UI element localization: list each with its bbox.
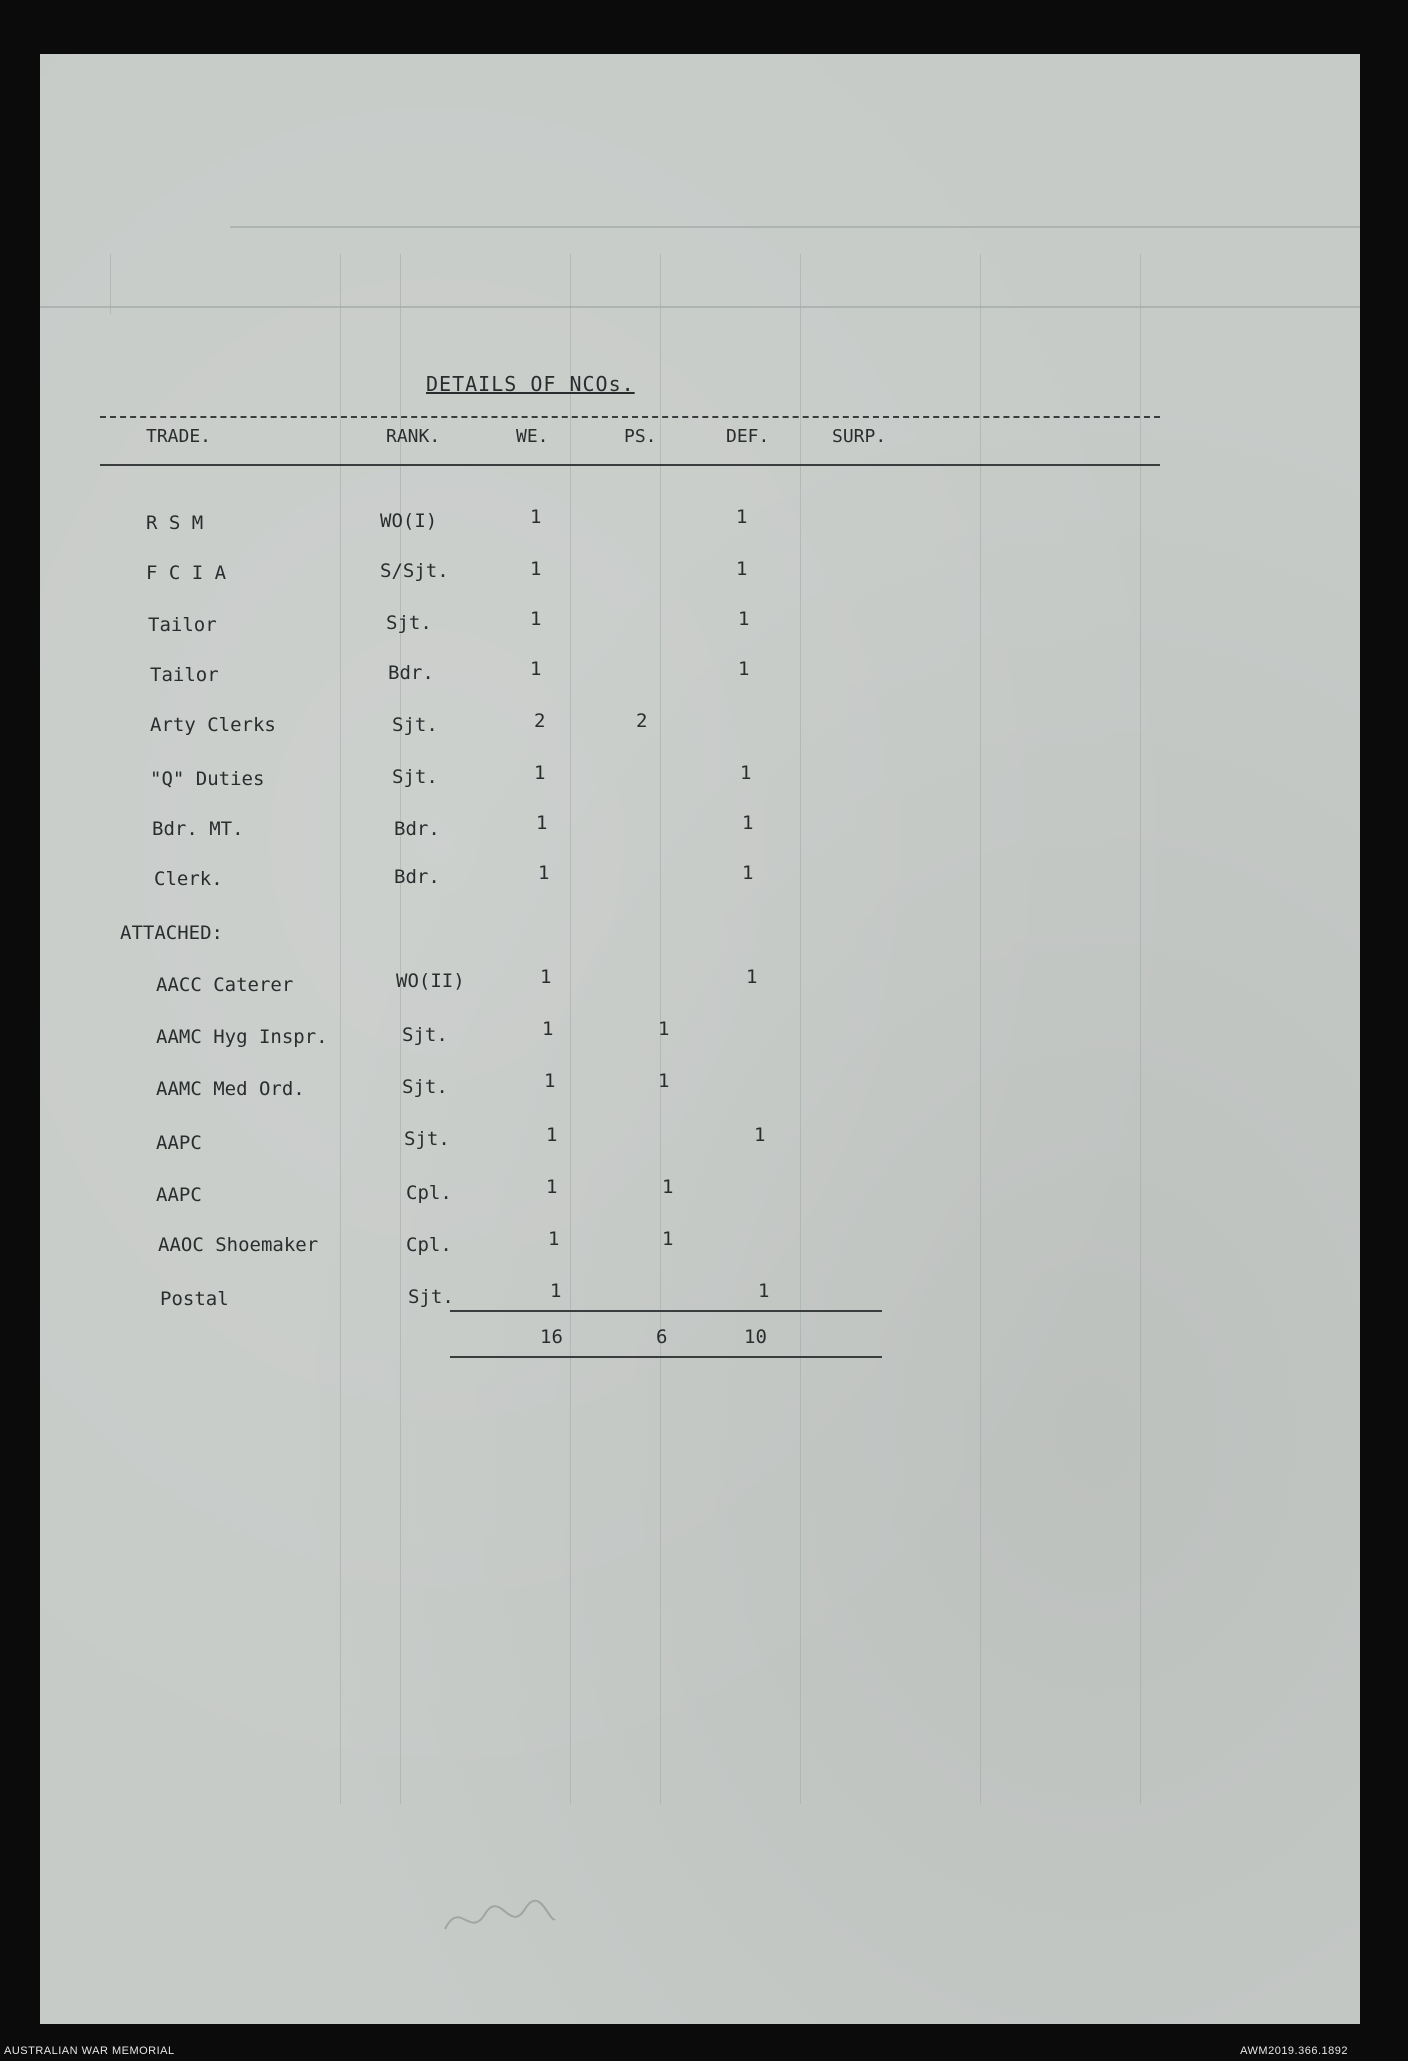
row-rank: Bdr. [394,818,440,840]
attached-row-trade: AAPC [156,1132,202,1154]
attached-row-ps: 1 [658,1018,670,1040]
row-def: 1 [736,506,748,528]
row-rank: S/Sjt. [380,560,449,582]
show-through-rule [230,226,1360,228]
row-trade: Tailor [150,664,219,686]
row-trade: Bdr. MT. [152,818,244,840]
attached-row-ps: 1 [658,1070,670,1092]
subtotal-rule [450,1310,882,1312]
show-through-column [570,254,571,1804]
row-trade: Clerk. [154,868,223,890]
row-we: 1 [530,608,542,630]
row-rank: Sjt. [392,714,438,736]
attached-row-rank: Cpl. [406,1182,452,1204]
row-we: 2 [534,710,546,732]
attached-row-we: 1 [544,1070,556,1092]
header-surp: SURP. [832,426,887,447]
row-trade: F C I A [146,562,227,584]
attached-row-def: 1 [758,1280,770,1302]
row-def: 1 [742,812,754,834]
header-rank: RANK. [386,426,441,447]
show-through-column [980,254,981,1804]
row-trade: R S M [146,512,204,534]
total-we: 16 [540,1326,563,1348]
attached-row-trade: AAMC Hyg Inspr. [156,1026,328,1048]
row-def: 1 [738,608,750,630]
row-def: 1 [738,658,750,680]
row-rank: Bdr. [388,662,434,684]
attached-row-rank: Sjt. [408,1286,454,1308]
attached-row-rank: Sjt. [402,1076,448,1098]
show-through-column [400,254,401,1804]
show-through-column [800,254,801,1804]
show-through-column [1140,254,1141,1804]
attached-row-trade: AACC Caterer [156,974,294,996]
attached-row-we: 1 [548,1228,560,1250]
attached-row-trade: AAPC [156,1184,202,1206]
row-def: 1 [742,862,754,884]
footer-source: AUSTRALIAN WAR MEMORIAL [4,2045,175,2057]
row-def: 1 [736,558,748,580]
attached-row-def: 1 [754,1124,766,1146]
attached-row-rank: Sjt. [402,1024,448,1046]
row-we: 1 [530,506,542,528]
attached-row-def: 1 [746,966,758,988]
header-ps: PS. [624,426,657,447]
row-rank: Sjt. [392,766,438,788]
row-we: 1 [530,558,542,580]
row-rank: Sjt. [386,612,432,634]
attached-row-we: 1 [546,1176,558,1198]
attached-row-we: 1 [546,1124,558,1146]
attached-row-rank: Cpl. [406,1234,452,1256]
signature-scribble [440,1894,560,1944]
row-trade: Arty Clerks [150,714,276,736]
row-trade: Tailor [148,614,217,636]
row-we: 1 [530,658,542,680]
row-we: 1 [534,762,546,784]
attached-row-rank: Sjt. [404,1128,450,1150]
header-we: WE. [516,426,549,447]
document-paper [40,54,1360,2024]
header-trade: TRADE. [146,426,212,447]
show-through-column [110,254,111,314]
row-we: 1 [538,862,550,884]
total-ps: 6 [656,1326,668,1348]
header-rule [100,464,1160,466]
row-we: 1 [536,812,548,834]
row-trade: "Q" Duties [150,768,265,790]
attached-row-trade: Postal [160,1288,229,1310]
attached-row-ps: 1 [662,1176,674,1198]
attached-row-rank: WO(II) [396,970,465,992]
footer-reference: AWM2019.366.1892 [1240,2045,1348,2057]
attached-row-trade: AAOC Shoemaker [158,1234,319,1256]
attached-row-ps: 1 [662,1228,674,1250]
top-rule [100,416,1160,418]
attached-row-trade: AAMC Med Ord. [156,1078,305,1100]
show-through-column [340,254,341,1804]
attached-row-we: 1 [550,1280,562,1302]
row-rank: WO(I) [380,510,438,532]
row-def: 1 [740,762,752,784]
attached-row-we: 1 [542,1018,554,1040]
total-rule [450,1356,882,1358]
page-title: DETAILS OF NCOs. [426,372,635,396]
row-ps: 2 [636,710,648,732]
attached-label: ATTACHED: [120,922,223,944]
show-through-rule [40,306,1360,308]
attached-row-we: 1 [540,966,552,988]
header-def: DEF. [726,426,770,447]
total-def: 10 [744,1326,767,1348]
row-rank: Bdr. [394,866,440,888]
